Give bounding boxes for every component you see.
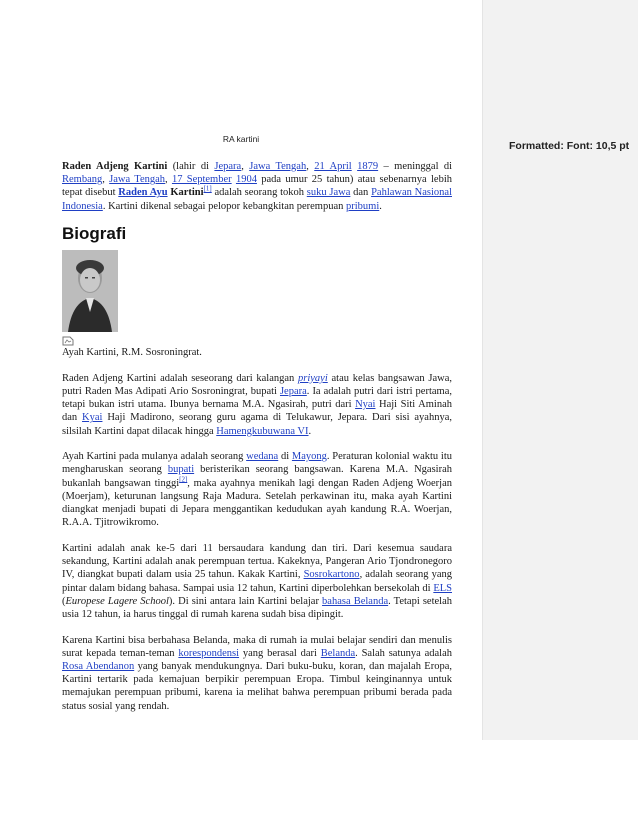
footnote-1[interactable]: [1] [203,184,212,193]
text: . Salah satunya adalah [355,647,453,659]
link-mayong[interactable]: Mayong [291,451,327,463]
text: dan [350,187,372,199]
els-full-name: Europese Lagere School [65,595,169,607]
link-sosrokartono[interactable]: Sosrokartono [303,569,360,581]
text: pada umur 25 tahun) atau sebenarnya lebih tepat disebut [62,174,452,199]
link-jawa-tengah-2[interactable]: Jawa Tengah [109,174,166,186]
text: Haji Siti Aminah dan [62,399,452,424]
link-raden-ayu[interactable]: Raden Ayu [118,187,168,199]
text: beristerikan seorang bangsawan. Karena M.A. Ngasirah bukanlah bangsawan tinggi [62,464,453,489]
link-hamengkubuwana[interactable]: Hamengkubuwana VI [216,425,309,437]
text: yang banyak mendukungnya. Dari buku-buku, koran, dan majalah Eropa, Kartini tertarik pada kemajuan berpikir perempuan Eropa. Timbul keinginannya untuk memajukan perempuan pribumi, karena ia melihat bahwa perempuan pribumi berada pada status sosial yang rendah. [62,661,453,712]
link-korespondensi[interactable]: korespondensi [178,647,240,659]
text: Karena Kartini bisa berbahasa Belanda, maka di rumah ia mulai belajar sendiri dan menulis surat kepada teman-teman [62,634,452,659]
footnote-2[interactable]: [2] [179,475,188,484]
text: , adalah seorang yang pintar dalam bidang bahasa. Sampai usia 12 tahun, Kartini diperbolehkan bersekolah di [62,569,452,594]
text: atau kelas bangsawan Jawa, putri Raden Mas Adipati Ario Sosroningrat, bupati [62,372,453,397]
link-1879[interactable]: 1879 [357,161,379,172]
text: yang berasal dari [239,647,321,659]
paragraph-1 [62,372,452,438]
link-jepara[interactable]: Jepara [214,161,242,172]
text: , [102,174,110,186]
page-header: RA kartini [222,134,260,144]
portrait-image [62,250,118,332]
paragraph-2 [62,450,452,529]
section-heading-biografi: Biografi [62,223,127,243]
text: – meninggal di [378,161,453,172]
person-name: Raden Adjeng Kartini [62,161,168,172]
text: , [241,161,250,172]
link-17-september[interactable]: 17 September [171,174,232,186]
text: . [379,200,382,212]
link-1904[interactable]: 1904 [235,174,257,186]
broken-image-icon [62,336,74,346]
text: . Ia adalah putri dari istri pertama, tetapi bukan istri utama. Ibunya bernama M.A. Ngasirah, putri dari [62,385,452,411]
link-bupati[interactable]: bupati [167,464,195,476]
link-belanda[interactable]: Belanda [320,647,356,659]
link-pahlawan-nasional[interactable]: Pahlawan Nasional Indonesia [62,187,452,212]
link-jepara-2[interactable]: Jepara [279,385,307,397]
text: Ayah Kartini pada mulanya adalah seorang [62,451,247,463]
comment-label: Formatted: Font: 10,5 pt [509,140,630,152]
text: ( [62,595,66,607]
text: . Tetapi setelah usia 12 tahun, ia harus tinggal di rumah karena sudah bisa dipingit. [62,595,452,620]
text: di [278,451,292,463]
comment-pane [482,0,638,740]
text: . [308,425,312,437]
text: , [306,161,315,172]
link-nyai[interactable]: Nyai [355,399,376,411]
text: Raden Adjeng Kartini adalah seseorang dari kalangan [62,372,299,384]
portrait-drawing [62,250,118,332]
kartini-bold: Kartini [170,187,204,199]
text: ). Di sini antara lain Kartini belajar [168,595,323,607]
text: Kartini adalah anak ke-5 dari 11 bersaudara kandung dan tiri. Dari kesemua saudara sekandung, Kartini adalah anak perempuan tertua. Kakeknya, Pangeran Ario Tjondronegoro IV, diangkat bupati dalam usia 25 tahun. Kakak Kartini, [62,542,452,581]
link-kyai[interactable]: Kyai [82,412,103,424]
link-rembang[interactable]: Rembang [62,174,103,186]
link-rosa-abendanon[interactable]: Rosa Abendanon [62,661,135,673]
image-caption: Ayah Kartini, R.M. Sosroningrat. [62,347,202,359]
text: adalah seorang tokoh [211,187,307,199]
text: Haji Madirono, seorang guru agama di Telukawur, Jepara. Dari sisi ayahnya, silsilah Kartini dapat dilacak hingga [62,412,452,437]
text: , maka ayahnya menikah lagi dengan Raden Adjeng Woerjan (Moerjam), keturunan langsung Raja Madura. Setelah perkawinan itu, maka ayah Kartini diangkat menjadi bupati di Jepara menggantikan kedudukan ayah kandung R.A. Woerjan, R.A.A. Tjitrowikromo. [62,477,452,529]
link-21-april[interactable]: 21 April [314,161,352,172]
text: (lahir di [167,161,215,172]
link-priyayi[interactable]: priyayi [298,372,328,384]
paragraph-4 [62,634,452,713]
link-bahasa-belanda[interactable]: bahasa Belanda [322,595,389,607]
link-jawa-tengah[interactable]: Jawa Tengah [249,161,307,172]
link-pribumi[interactable]: pribumi [346,200,380,212]
link-wedana[interactable]: wedana [246,451,279,463]
text: . Peraturan kolonial waktu itu mengharuskan seorang [62,451,452,476]
text: . Kartini dikenal sebagai pelopor kebangkitan perempuan [102,200,346,212]
paragraph-3 [62,542,452,621]
link-suku-jawa[interactable]: suku Jawa [306,187,351,199]
intro-paragraph [62,160,452,213]
text: , [165,174,172,186]
document-body [62,160,452,725]
link-els[interactable]: ELS [433,582,452,594]
